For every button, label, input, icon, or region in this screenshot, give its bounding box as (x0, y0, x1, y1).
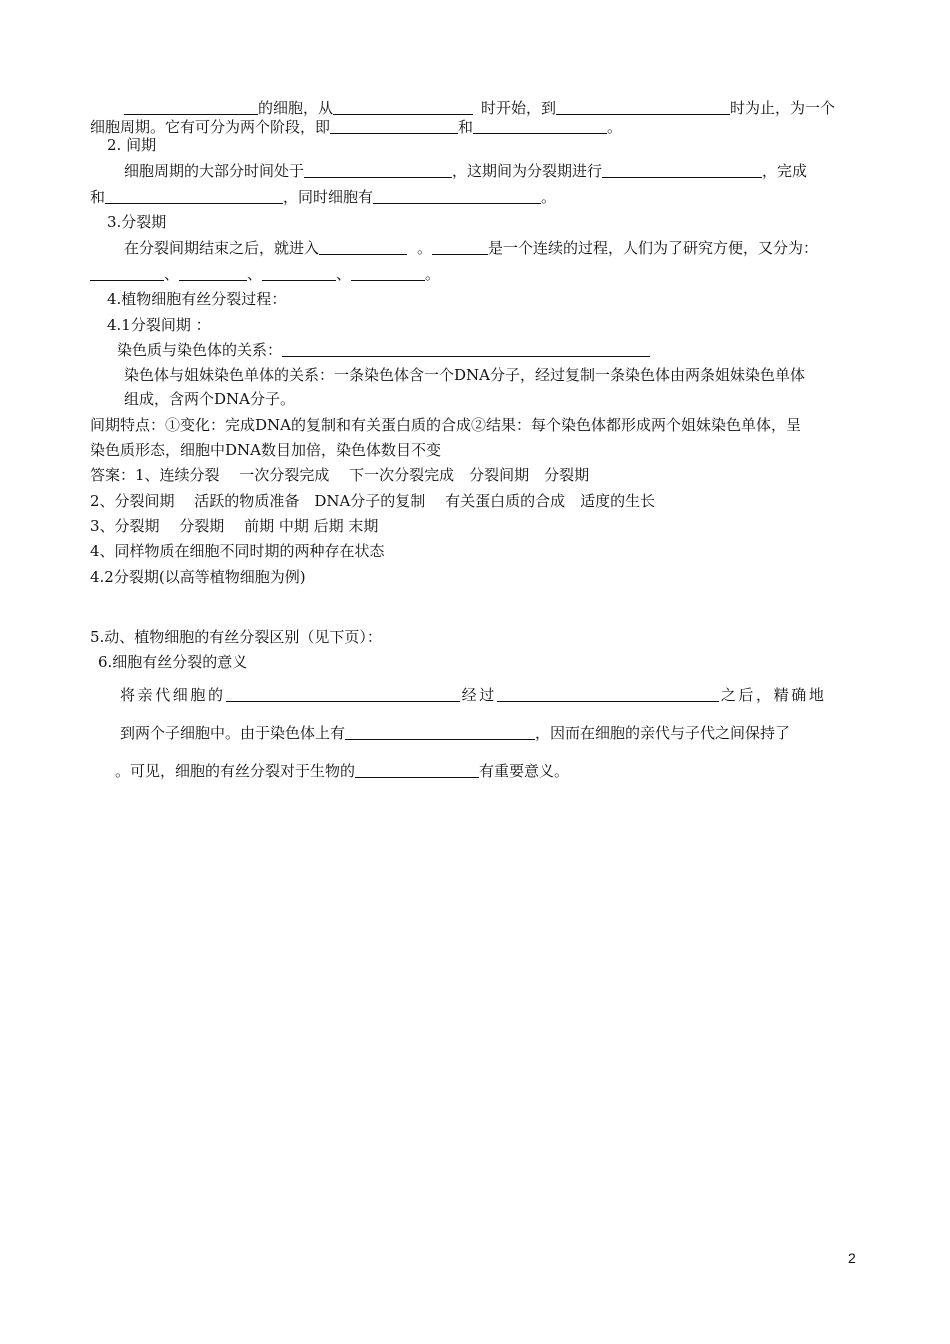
interphase-line-1 (0, 161, 807, 181)
blank-field[interactable] (90, 265, 164, 281)
text-segment: 经过 (461, 686, 497, 704)
text-segment: 。 (541, 188, 557, 206)
text-segment: 细胞周期。它有可分为两个阶段，即 (90, 118, 331, 136)
section-heading-interphase: 2. 间期 (107, 136, 157, 154)
cell-cycle-definition-line (0, 98, 835, 118)
text-segment: 将亲代细胞的 (120, 686, 226, 704)
text-segment: ，同时细胞有 (283, 188, 374, 206)
blank-field[interactable] (304, 162, 452, 178)
separator: 。 (425, 265, 441, 283)
text-segment: 时为止，为一个 (730, 99, 836, 117)
blank-field[interactable] (373, 188, 541, 204)
blank-field[interactable] (226, 686, 460, 702)
blank-field[interactable] (355, 762, 479, 778)
text-segment: 。 (607, 118, 623, 136)
blank-field[interactable] (556, 99, 730, 115)
blank-field[interactable] (124, 99, 258, 115)
blank-field[interactable] (602, 162, 762, 178)
blank-field[interactable] (351, 265, 425, 281)
blank-field[interactable] (262, 265, 336, 281)
text-segment: 和 (90, 188, 106, 206)
text-segment: 到两个子细胞中。由于染色体上有 (120, 724, 346, 742)
text-segment: 。可见，细胞的有丝分裂对于生物的 (115, 762, 356, 780)
blank-field[interactable] (333, 99, 473, 115)
blank-field[interactable] (179, 265, 247, 281)
section-heading-significance: 6.细胞有丝分裂的意义 (98, 653, 248, 671)
blank-field[interactable] (319, 239, 407, 255)
answer-line: 2、分裂间期 活跃的物质准备 DNA分子的复制 有关蛋白质的合成 适度的生长 (90, 492, 656, 510)
text-segment: 有重要意义。 (479, 762, 570, 780)
blank-field[interactable] (282, 341, 650, 357)
text-segment: 在分裂间期结束之后，就进入 (124, 239, 320, 257)
text-segment: ，完成 (762, 162, 808, 180)
sister-chromatid-line-1: 染色体与姐妹染色单体的关系：一条染色体含一个DNA分子，经过复制一条染色体由两条姐妹染色单体 (124, 366, 805, 384)
significance-line-2 (0, 723, 790, 743)
section-heading-division: 3.分裂期 (107, 213, 167, 231)
answer-line: 3、分裂期 分裂期 前期 中期 后期 末期 (90, 517, 379, 535)
text-segment: 是一个连续的过程，人们为了研究方便，又分为： (488, 239, 819, 257)
text-segment: 细胞周期的大部分时间处于 (124, 162, 305, 180)
text-segment: 的细胞，从 (258, 99, 334, 117)
interphase-feature-line-1: 间期特点：①变化：完成DNA的复制和有关蛋白质的合成②结果：每个染色体都形成两个姐妹染色单体，呈 (90, 416, 801, 434)
division-line-1 (0, 238, 818, 258)
answer-line: 4、同样物质在细胞不同时期的两种存在状态 (90, 542, 385, 560)
text-segment: 染色质与染色体的关系： (117, 341, 283, 359)
text-segment: 时开始，到 (481, 99, 557, 117)
section-heading-division-42: 4.2分裂期(以高等植物细胞为例) (90, 568, 306, 586)
blank-field[interactable] (497, 686, 719, 702)
blank-field[interactable] (345, 724, 535, 740)
interphase-line-2 (0, 187, 556, 207)
section-heading-interphase-41: 4.1分裂间期 ： (107, 316, 211, 334)
text-segment: ，因而在细胞的亲代与子代之间保持了 (535, 724, 791, 742)
blank-field[interactable] (432, 239, 488, 255)
division-stages-line (0, 264, 440, 284)
section-heading-animal-plant-difference: 5.动、植物细胞的有丝分裂区别（见下页）： (90, 628, 382, 646)
separator: 、 (164, 265, 180, 283)
separator: 、 (336, 265, 352, 283)
blank-field[interactable] (473, 118, 607, 134)
sister-chromatid-line-2: 组成，含两个DNA分子。 (124, 390, 295, 408)
text-segment: 。 (417, 239, 433, 257)
text-segment: 之后，精确地 (720, 686, 827, 704)
significance-line-1 (0, 685, 826, 705)
section-heading-plant-mitosis: 4.植物细胞有丝分裂过程： (107, 290, 287, 308)
separator: 、 (247, 265, 263, 283)
chromatin-relation-line (0, 340, 650, 360)
answer-line: 答案：1、连续分裂 一次分裂完成 下一次分裂完成 分裂间期 分裂期 (90, 466, 590, 484)
blank-field[interactable] (105, 188, 283, 204)
text-segment: ，这期间为分裂期进行 (452, 162, 603, 180)
cell-cycle-phases-line (0, 117, 622, 137)
significance-line-3 (0, 761, 569, 781)
blank-field[interactable] (330, 118, 458, 134)
page-number: 2 (848, 1250, 856, 1266)
text-segment: 和 (458, 118, 474, 136)
interphase-feature-line-2: 染色质形态，细胞中DNA数目加倍，染色体数目不变 (90, 441, 441, 459)
